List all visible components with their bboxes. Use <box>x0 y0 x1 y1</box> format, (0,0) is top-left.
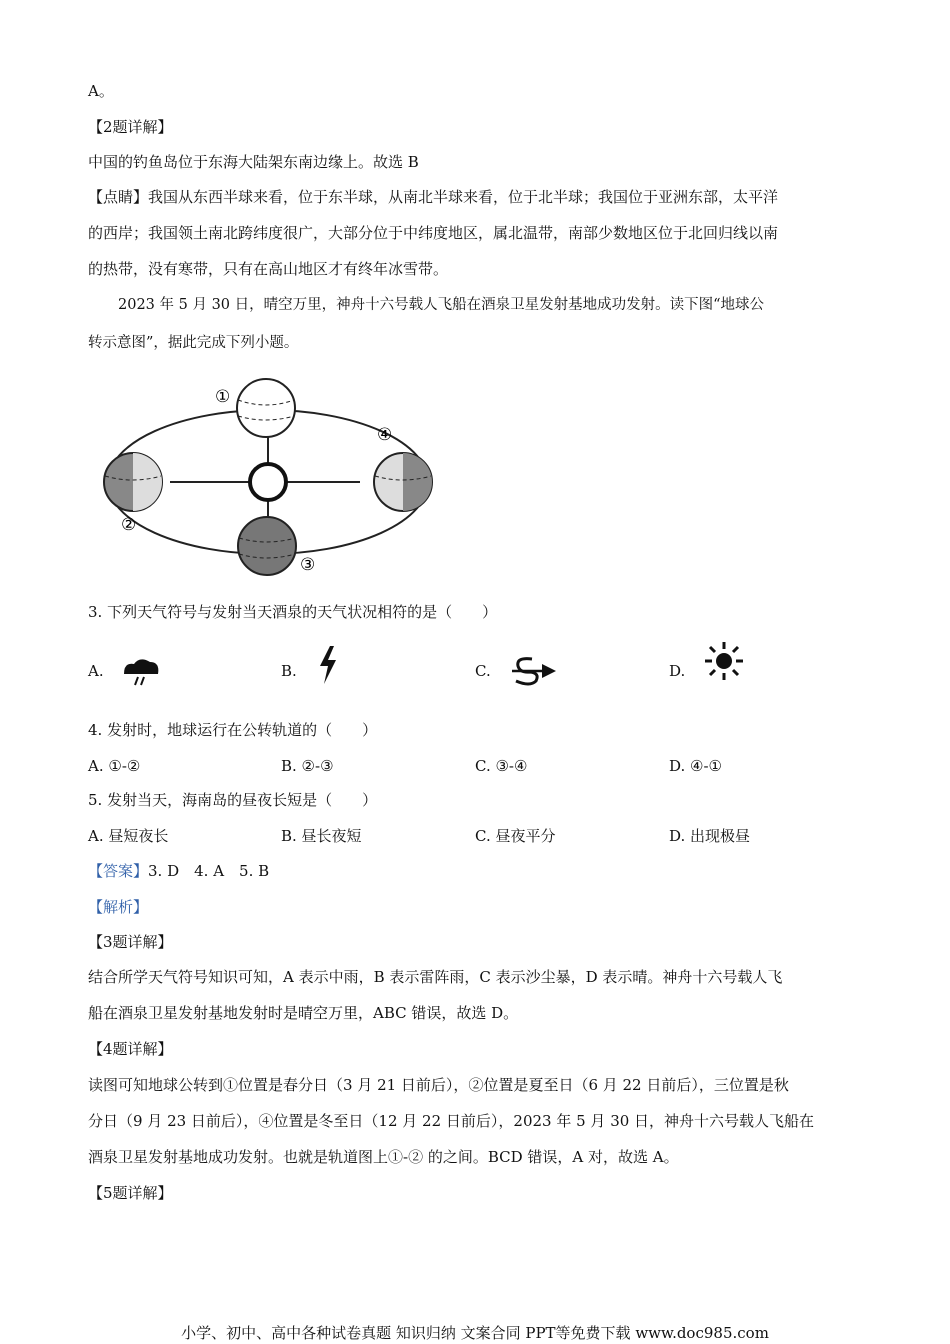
position-label: ④ <box>377 425 393 445</box>
position-label: ① <box>215 387 231 407</box>
question-5-stem: 5. 发射当天，海南岛的昼夜长短是（ ） <box>88 791 378 809</box>
text-line: 【点睛】我国从东西半球来看，位于东半球，从南北半球来看，位于北半球；我国位于亚洲东部，太平洋 <box>88 188 779 206</box>
q3-option-a: A. <box>88 662 104 680</box>
text-line: 的西岸；我国领土南北跨纬度很广，大部分位于中纬度地区，属北温带，南部少数地区位于北回归线以南 <box>88 224 779 242</box>
text-line: 酒泉卫星发射基地成功发射。也就是轨道图上①-② 的之间。BCD 错误，A 对，故选 A。 <box>88 1148 679 1166</box>
q4-option-b: B. ②-③ <box>281 757 334 775</box>
answer-text: 3. D 4. A 5. B <box>148 862 270 880</box>
q4-option-a: A. ①-② <box>88 757 141 775</box>
q3-option-c: C. <box>475 662 491 680</box>
thunderstorm-icon <box>316 646 340 684</box>
analysis-tag: 【解析】 <box>88 898 149 916</box>
earth-icon <box>237 379 295 437</box>
sandstorm-icon <box>508 655 558 687</box>
position-label: ③ <box>300 555 316 575</box>
section-heading: 【4题详解】 <box>88 1040 173 1058</box>
sunny-icon <box>703 641 745 681</box>
answer-tag: 【答案】 <box>88 862 149 880</box>
question-4-stem: 4. 发射时，地球运行在公转轨道的（ ） <box>88 721 378 739</box>
text-line: 分日（9 月 23 日前后），④位置是冬至日（12 月 22 日前后），2023 年 5 月 30 日，神舟十六号载人飞船在 <box>88 1112 815 1130</box>
text-line: 的热带，没有寒带，只有在高山地区才有终年冰雪带。 <box>88 260 449 278</box>
q4-option-d: D. ④-① <box>669 757 722 775</box>
text-line: 中国的钓鱼岛位于东海大陆架东南边缘上。故选 B <box>88 153 419 171</box>
answer-line <box>88 861 269 881</box>
earth-icon <box>104 453 162 511</box>
sun-icon <box>250 464 286 500</box>
text-line: 读图可知地球公转到①位置是春分日（3 月 21 日前后），②位置是夏至日（6 月 22 日前后），三位置是秋 <box>88 1076 789 1094</box>
text-line: 2023 年 5 月 30 日，晴空万里，神舟十六号载人飞船在酒泉卫星发射基地成功发射。读下图“地球公 <box>118 297 765 313</box>
text-line: 结合所学天气符号知识可知，A 表示中雨，B 表示雷阵雨，C 表示沙尘暴，D 表示晴。神舟十六号载人飞 <box>88 968 783 986</box>
q4-option-c: C. ③-④ <box>475 757 528 775</box>
q5-option-d: D. 出现极昼 <box>669 827 751 845</box>
q3-option-d: D. <box>669 662 686 680</box>
moderate-rain-icon <box>120 656 162 686</box>
question-3-stem: 3. 下列天气符号与发射当天酒泉的天气状况相符的是（ ） <box>88 603 498 621</box>
text-line: 船在酒泉卫星发射基地发射时是晴空万里，ABC 错误，故选 D。 <box>88 1004 519 1022</box>
section-heading: 【3题详解】 <box>88 933 173 951</box>
text-line: 转示意图”，据此完成下列小题。 <box>88 335 299 351</box>
page-footer: 小学、初中、高中各种试卷真题 知识归纳 文案合同 PPT等免费下载 www.doc985.com <box>181 1324 769 1342</box>
q5-option-c: C. 昼夜平分 <box>475 827 556 845</box>
q3-option-b: B. <box>281 662 297 680</box>
q5-option-a: A. 昼短夜长 <box>88 827 169 845</box>
earth-icon <box>238 517 296 575</box>
text-line: A。 <box>88 82 114 100</box>
position-label: ② <box>121 515 137 535</box>
earth-orbit-diagram <box>95 378 445 583</box>
section-heading: 【5题详解】 <box>88 1184 173 1202</box>
section-heading: 【2题详解】 <box>88 118 173 136</box>
q5-option-b: B. 昼长夜短 <box>281 827 362 845</box>
earth-icon <box>374 453 432 511</box>
